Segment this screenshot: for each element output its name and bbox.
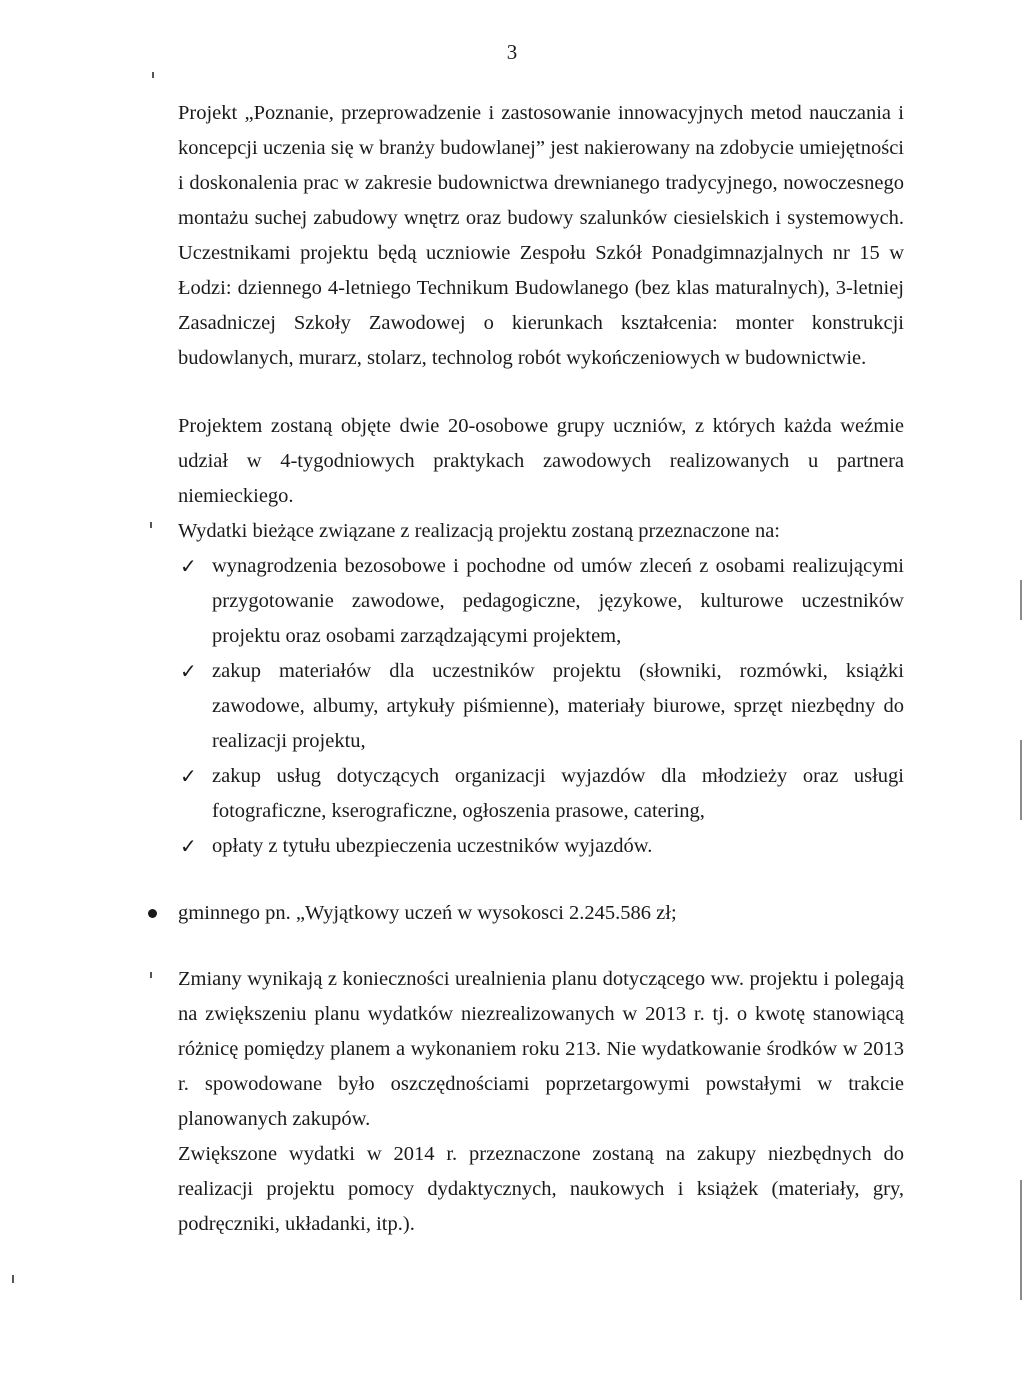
list-item-text: wynagrodzenia bezosobowe i pochodne od umów zleceń z osobami realizującymi przygotowanie zawodowe, pedagogiczne, językowe, kulturowe uczestników projektu oraz osobami zarządzającymi projektem, [212,555,904,647]
list-item-text: zakup usług dotyczących organizacji wyjazdów dla młodzieży oraz usługi fotograficzne, kserograficzne, ogłoszenia prasowe, catering, [212,765,904,822]
intro-paragraph [178,96,904,376]
list-item-text: opłaty z tytułu ubezpieczenia uczestników wyjazdów. [212,835,653,857]
list-item [178,829,904,864]
checkmark-icon: ✓ [180,764,197,788]
increase-text: Zwiększone wydatki w 2014 r. przeznaczone zostaną na zakupy niezbędnych do realizacji projektu pomocy dydaktycznych, naukowych i książek (materiały, gry, podręczniki, układanki, itp.). [178,1143,904,1235]
checkmark-icon: ✓ [180,659,197,683]
groups-text: Projektem zostaną objęte dwie 20-osobowe grupy uczniów, z których każda weźmie udział w 4-tygodniowych praktykach zawodowych realizowanych u partnera niemieckiego. [178,415,904,507]
list-item-text: zakup materiałów dla uczestników projektu (słowniki, rozmówki, książki zawodowe, albumy, artykuły piśmienne), materiały biurowe, sprzęt niezbędny do realizacji projektu, [212,660,904,752]
scan-edge-line [1020,740,1022,820]
intro-text: Projekt „Poznanie, przeprowadzenie i zastosowanie innowacyjnych metod nauczania i koncepcji uczenia się w branży budowlanej” jest nakierowany na zdobycie umiejętności i doskonalenia prac w zakresie budownictwa drewnianego tradycyjnego, nowoczesnego montażu suchej zabudowy wnętrz oraz budowy szalunków ciesielskich i systemowych. Uczestnikami projektu będą uczniowie Zespołu Szkół Ponadgimnazjalnych nr 15 w Łodzi: dziennego 4-letniego Technikum Budowlanego (bez klas maturalnych), 3-letniej Zasadniczej Szkoły Zawodowej o kierunkach kształcenia: monter konstrukcji budowlanych, murarz, stolarz, technolog robót wykończeniowych w budownictwie. [178,102,904,369]
groups-paragraph [178,409,904,514]
list-item [178,549,904,654]
checkmark-icon: ✓ [180,554,197,578]
scan-speck [150,972,152,978]
page-number: 3 [506,40,518,64]
municipal-item: gminnego pn. „Wyjątkowy uczeń w wysokosci 2.245.586 zł; [178,902,677,924]
checkmark-icon: ✓ [180,834,197,858]
changes-text: Zmiany wynikają z konieczności urealnienia planu dotyczącego ww. projektu i polegają na zwiększeniu planu wydatków niezrealizowanych w 2013 r. tj. o kwotę stanowiącą różnicę pomiędzy planem a wykonaniem roku 213. Nie wydatkowanie środków w 2013 r. spowodowane było oszczędnościami poprzetargowymi powstałymi w trakcie planowanych zakupów. [178,968,904,1130]
expenses-intro [178,514,904,549]
scan-speck [12,1275,14,1283]
expenses-list [178,549,904,864]
bullet-icon [148,909,157,918]
expenses-intro-text: Wydatki bieżące związane z realizacją projektu zostaną przeznaczone na: [178,520,780,542]
increase-paragraph [178,1137,904,1242]
scan-speck [152,72,154,78]
scan-edge-line [1020,580,1022,620]
list-item [178,759,904,829]
list-item [178,654,904,759]
changes-paragraph [178,962,904,1137]
scan-speck [150,522,152,528]
scan-edge-line [1020,1180,1022,1300]
